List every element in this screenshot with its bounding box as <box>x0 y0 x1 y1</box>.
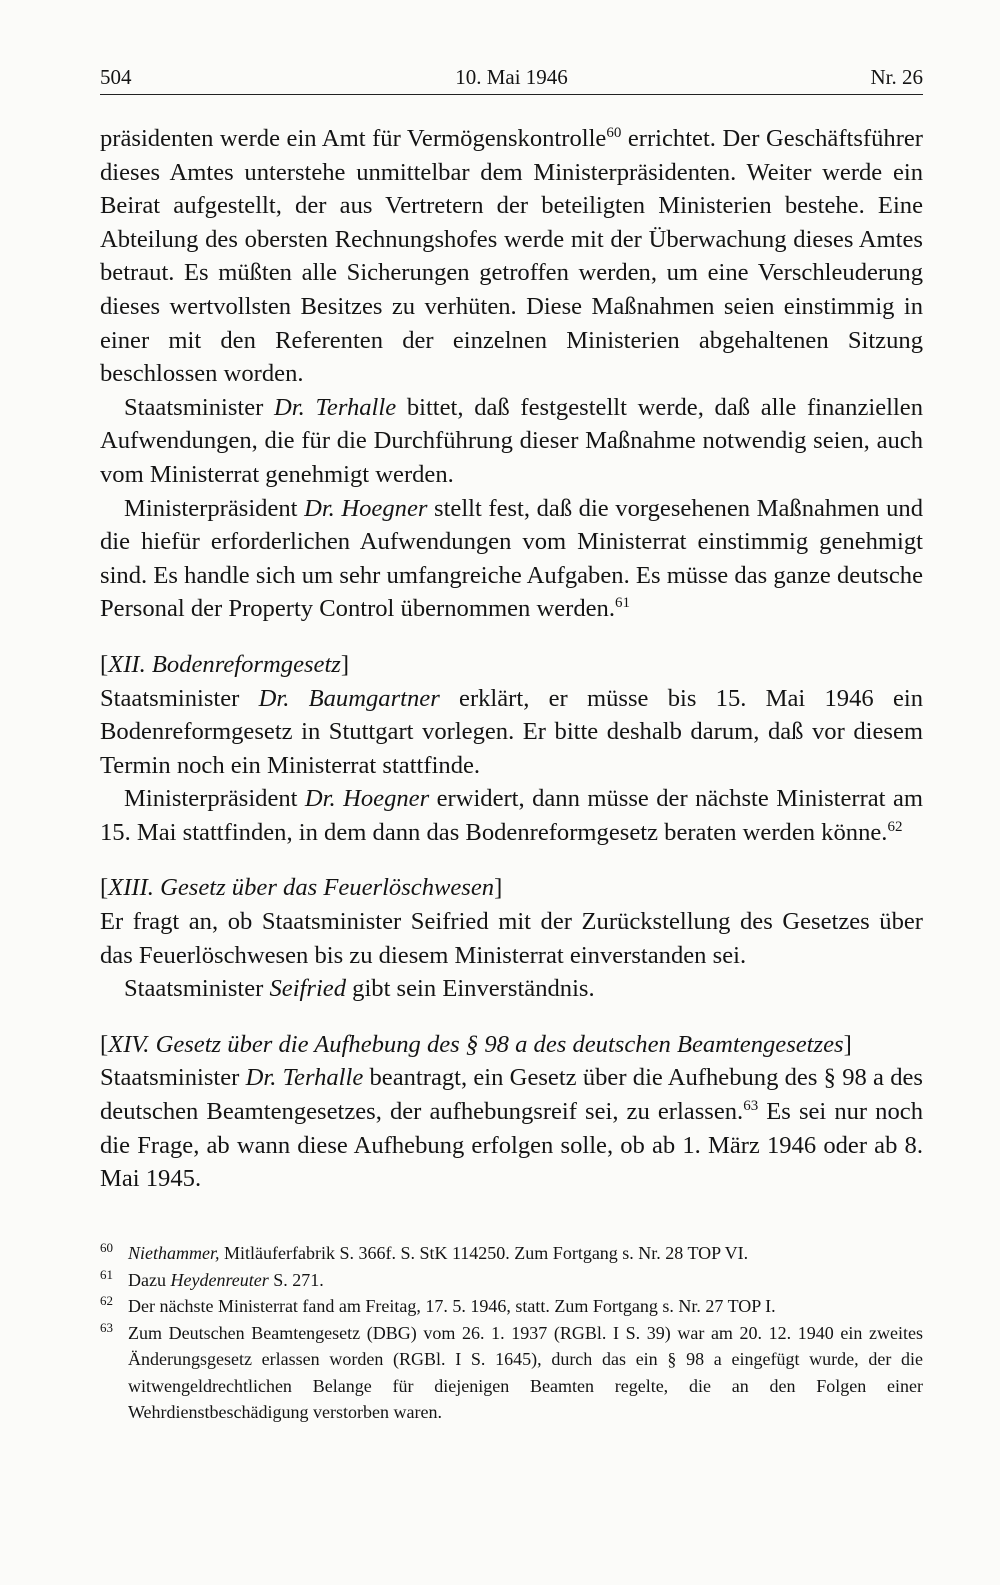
bracket: [ <box>100 1030 109 1058</box>
footnote <box>100 1320 923 1426</box>
paragraph <box>100 972 923 1006</box>
footnote <box>100 1293 923 1320</box>
section-title: XIII. Gesetz über das Feuerlöschwesen <box>108 874 495 902</box>
footnote-ref: 60 <box>606 125 622 141</box>
footnote-number: 63 <box>100 1319 113 1335</box>
paragraph <box>100 782 923 849</box>
paragraph <box>100 492 923 626</box>
author-name: Niethammer, <box>128 1243 220 1263</box>
text-run: bittet, daß festgestellt werde, daß alle finanziellen Aufwendungen, die für die Durchführung dieser Maßnahme notwendig seien, auch vom Ministerrat genehmigt werden. <box>100 393 924 488</box>
section-title: XII. Bodenreformgesetz <box>108 650 341 678</box>
footnote-ref: 63 <box>743 1098 759 1115</box>
person-name: Dr. Terhalle <box>245 1064 364 1092</box>
footnote-text: Zum Deutschen Beamtengesetz (DBG) vom 26. 1. 1937 (RGBl. I S. 39) war am 20. 12. 1940 ein zweites Änderungsgesetz erlassen worden (RGBl. I S. 1645), durch das ein § 98 a eingefügt wurde, der die witwengeldrechtlichen Belange für diejenigen Beamten regelte, die an den Folgen einer Wehrdienstbeschädigung verstorben waren. <box>128 1322 923 1422</box>
text-run: errichtet. Der Geschäftsführer dieses Amtes unterstehe unmittelbar dem Ministerpräsidenten. Weiter werde ein Beirat aufgestellt, der aus Vertretern der beteiligten Ministerien bestehe. Eine Abteilung des obersten Rechnungshofes werde mit der Überwachung dieses Amtes betraut. Es müßten alle Sicherungen getroffen werden, um eine Verschleuderung dieses wertvollsten Besitzes zu verhüten. Diese Maßnahmen seien einstimmig in einer mit den Referenten der einzelnen Ministerien abgehaltenen Sitzung beschlossen worden. <box>100 125 923 388</box>
text-run: stellt fest, daß die vorgesehenen Maßnahmen und die hiefür erforderlichen Aufwendungen vom Ministerrat einstimmig genehmigt sind. Es handle sich um sehr umfangreiche Aufgaben. Es müsse das ganze deutsche Personal der Property Control übernommen werden. <box>100 494 923 623</box>
text-run: Staatsminister <box>100 684 259 712</box>
text-run: präsidenten werde ein Amt für Vermögenskontrolle <box>100 125 607 152</box>
person-name: Dr. Terhalle <box>274 393 397 421</box>
page-number: 504 <box>100 65 132 89</box>
footnote-text: Der nächste Ministerrat fand am Freitag, 17. 5. 1946, statt. Zum Fortgang s. Nr. 27 TOP I. <box>128 1296 776 1316</box>
footnote-number: 60 <box>100 1240 113 1255</box>
footnote-ref: 61 <box>614 595 630 612</box>
bracket: ] <box>843 1030 852 1058</box>
running-header <box>100 64 923 95</box>
text-run: Er fragt an, ob Staatsminister Seifried mit der Zurückstellung des Gesetzes über das Feuerlöschwesen bis zu diesem Ministerrat einverstanden sei. <box>100 908 923 969</box>
bracket: ] <box>494 874 503 902</box>
text-run: erwidert, dann müsse der nächste Ministerrat am 15. Mai stattfinden, in dem dann das Bodenreformgesetz beraten werden könne. <box>100 785 923 846</box>
bracket: [ <box>100 874 109 902</box>
section-heading <box>100 1028 923 1062</box>
author-name: Heydenreuter <box>170 1269 269 1290</box>
text-run: Ministerpräsident <box>124 785 305 813</box>
text-run: Es sei nur noch die Frage, ab wann diese Aufhebung erfolgen solle, ob ab 1. März 1946 oder ab 8. Mai 1945. <box>100 1098 923 1193</box>
text-run: Staatsminister <box>100 1064 246 1092</box>
section-title: XIV. Gesetz über die Aufhebung des § 98 a des deutschen Beamtengesetzes <box>108 1030 844 1058</box>
footnote-text: S. 271. <box>268 1269 324 1290</box>
paragraph <box>100 905 923 972</box>
person-name: Seifried <box>269 975 346 1003</box>
paragraph <box>100 682 923 783</box>
paragraph <box>100 122 923 391</box>
text-run: Ministerpräsident <box>124 494 305 522</box>
header-date: 10. Mai 1946 <box>455 65 568 89</box>
footnote-ref: 62 <box>887 818 903 835</box>
paragraph <box>100 391 923 492</box>
footnote <box>100 1267 923 1294</box>
text-run: erklärt, er müsse bis 15. Mai 1946 ein Bodenreformgesetz in Stuttgart vorlegen. Er bitte deshalb darum, daß vor diesem Termin noch ein Ministerrat stattfinde. <box>100 684 923 779</box>
text-run: Staatsminister <box>124 975 270 1003</box>
person-name: Dr. Hoegner <box>304 494 428 522</box>
main-text <box>100 122 923 1196</box>
text-run: Staatsminister <box>124 393 275 421</box>
text-run: beantragt, ein Gesetz über die Aufhebung des § 98 a des deutschen Beamtengesetzes, der aufhebungsreif sei, zu erlassen. <box>100 1064 923 1126</box>
footnotes <box>100 1240 923 1426</box>
person-name: Dr. Hoegner <box>304 785 430 813</box>
bracket: ] <box>340 650 350 678</box>
section-heading <box>100 871 923 905</box>
footnote-text: Dazu <box>128 1269 171 1290</box>
footnote-number: 61 <box>100 1266 113 1282</box>
document-number: Nr. 26 <box>870 65 923 89</box>
footnote-number: 62 <box>100 1293 113 1308</box>
paragraph <box>100 1061 923 1195</box>
footnote-text: Mitläuferfabrik S. 366f. S. StK 114250. Zum Fortgang s. Nr. 28 TOP VI. <box>219 1243 749 1263</box>
section-heading <box>100 648 923 682</box>
footnote <box>100 1240 923 1267</box>
person-name: Dr. Baumgartner <box>258 684 440 712</box>
bracket: [ <box>100 650 109 678</box>
text-run: gibt sein Einverständnis. <box>346 975 595 1003</box>
